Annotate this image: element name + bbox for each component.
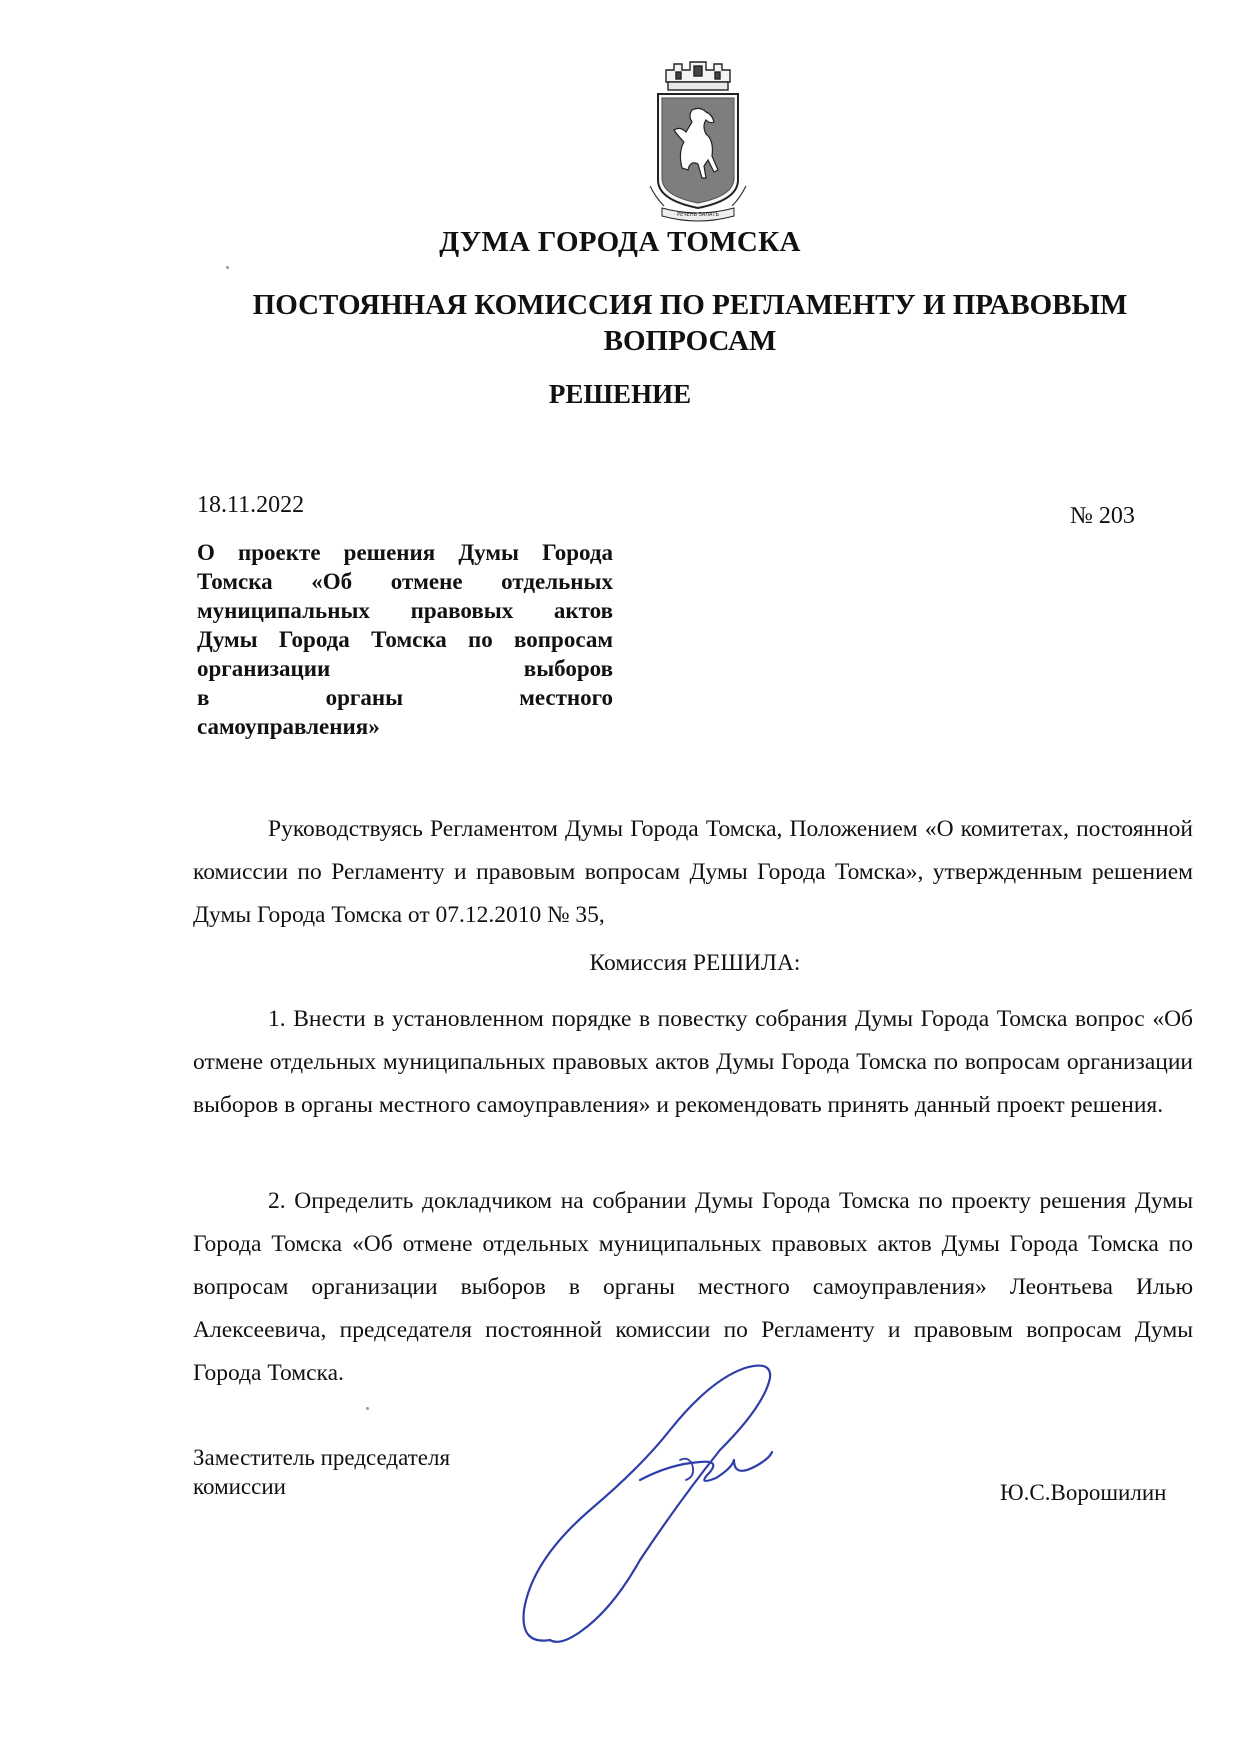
subject-line: Думы Города Томска по вопросам [197, 627, 613, 652]
subject-block [197, 538, 613, 741]
document-type-title: РЕШЕНИЕ [548, 379, 692, 409]
signature-stroke [524, 1366, 772, 1642]
decision-item-1: 1. Внести в установленном порядке в повестку собрания Думы Города Томска вопрос «Об отмене отдельных муниципальных правовых актов Думы Города Томска по вопросам организации выборов в органы местного самоуправления» и рекомендовать принять данный проект решения. [193, 1006, 1193, 1118]
signer-name: Ю.С.Ворошилин [1000, 1480, 1167, 1505]
organization-title: ДУМА ГОРОДА ТОМСКА [439, 226, 801, 258]
subject-line: самоуправления» [197, 714, 380, 739]
subject-line: организации выборов [197, 656, 613, 681]
signer-role-line1: Заместитель председателя [193, 1445, 451, 1470]
commission-title-line1: ПОСТОЯННАЯ КОМИССИЯ ПО РЕГЛАМЕНТУ И ПРАВОВЫМ [252, 289, 1128, 321]
resolved-heading: Комиссия РЕШИЛА: [589, 950, 801, 976]
scan-speck [366, 1407, 369, 1410]
commission-title-line2: ВОПРОСАМ [603, 325, 777, 357]
signer-role-line2: комиссии [193, 1474, 286, 1499]
subject-line: О проекте решения Думы Города [197, 540, 613, 565]
signer-role [193, 1443, 450, 1501]
document-date: 18.11.2022 [197, 492, 305, 518]
preamble-paragraph: Руководствуясь Регламентом Думы Города Томска, Положением «О комитетах, постоянной комиссии по Регламенту и правовым вопросам Думы Города Томска», утвержденным решением Думы Города Томска от 07.12.2010 № 35, [193, 816, 1193, 928]
handwritten-signature [520, 1360, 880, 1650]
tomsk-coat-of-arms-icon [648, 60, 748, 225]
commission-title [240, 287, 1140, 359]
subject-line: в органы местного [197, 685, 613, 710]
signature-stroke [680, 1459, 693, 1480]
subject-line: Томска «Об отмене отдельных [197, 569, 613, 594]
document-number: № 203 [1070, 503, 1135, 529]
scan-speck [226, 266, 229, 269]
decision-item-2: 2. Определить докладчиком на собрании Думы Города Томска по проекту решения Думы Города Томска «Об отмене отдельных муниципальных правовых актов Думы Города Томска по вопросам организации выборов в органы местного самоуправления» Леонтьева Илью Алексеевича, председателя постоянной комиссии по Регламенту и правовым вопросам Думы Города Томска. [193, 1188, 1193, 1386]
subject-line: муниципальных правовых актов [197, 598, 613, 623]
emblem-motto: РЕЧЕНЬ ЗАЛАТЬ [677, 212, 719, 218]
